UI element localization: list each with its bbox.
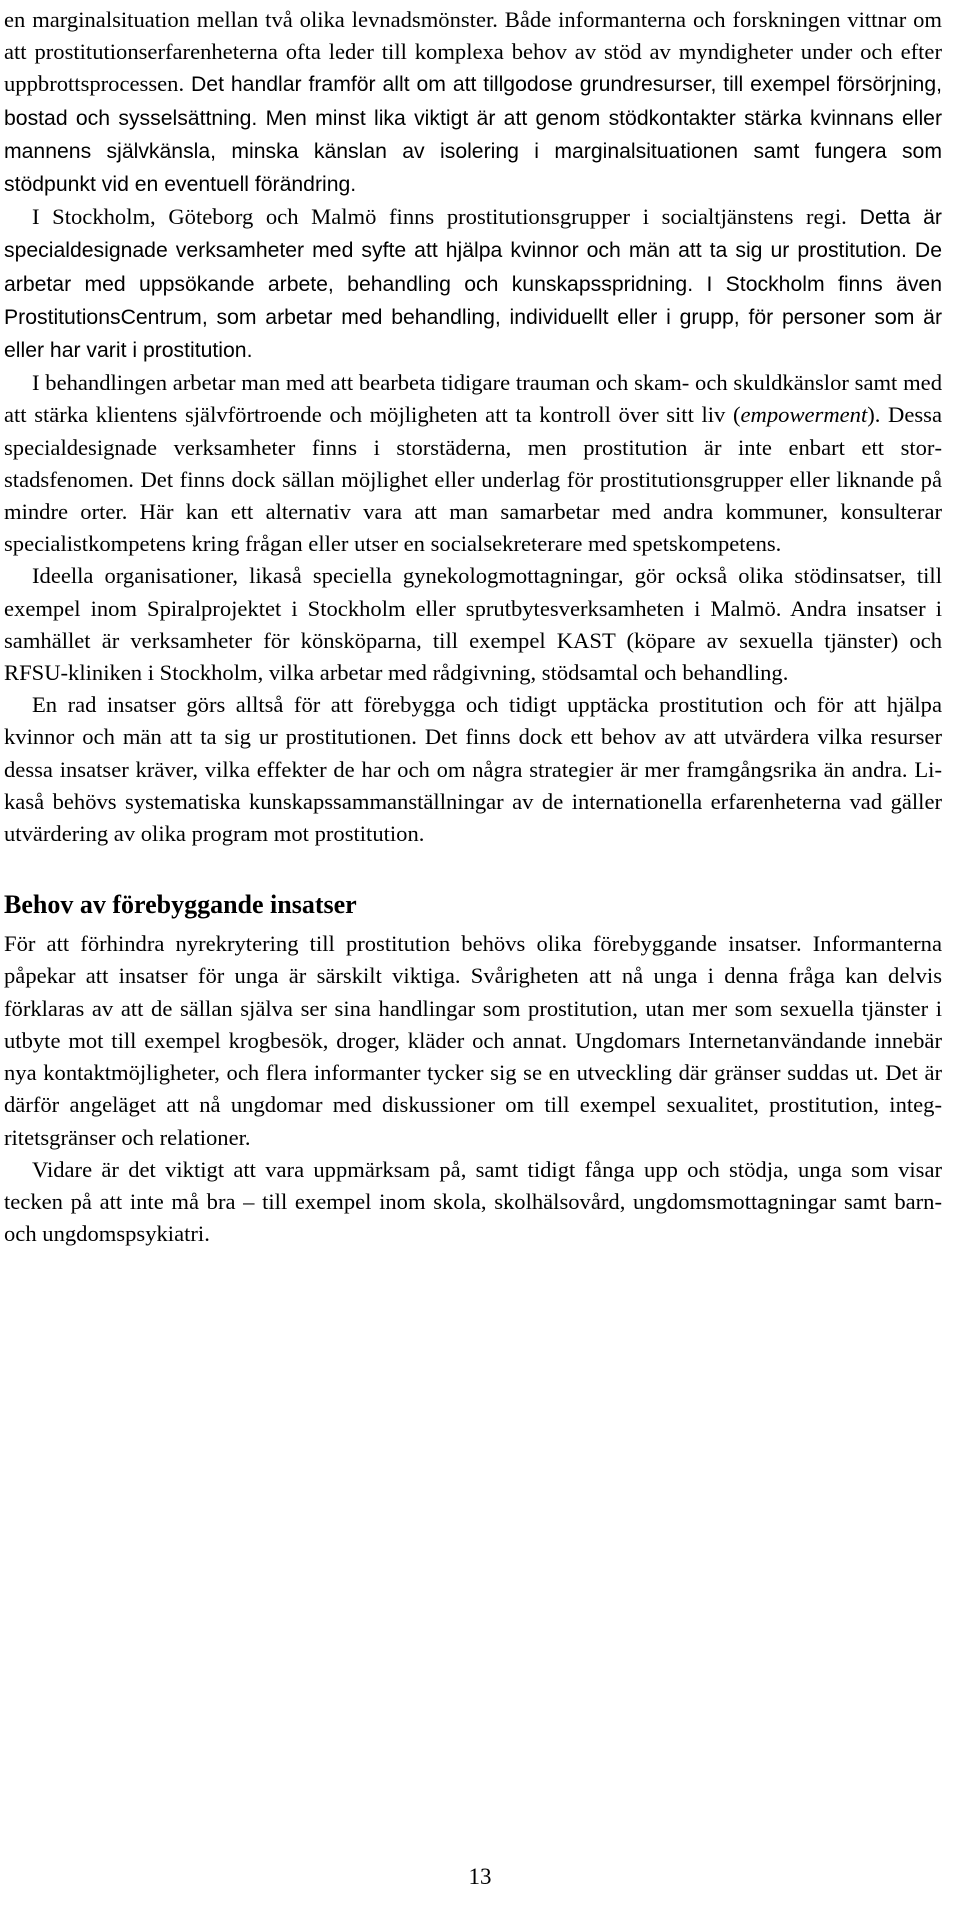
- paragraph-text: ). Dessa specialdesignade verksamheter finns i storstäderna, men prostitution är inte enbart ett storstadsfenomen. Det finns dock sällan möjlighet eller underlag för prostitutionsgrupper eller liknande på mindre orter. Här kan ett alternativ vara att man samarbetar med andra kommuner, konsulterar specialistkompetens kring frågan eller utser en socialsekreterare med spetskompetens.: [4, 402, 943, 557]
- section-heading: Behov av förebyggande insatser: [4, 890, 357, 920]
- paragraph-text-sans: Det handlar framför allt om att tillgodose grundresurser, till exempel försörjning, bostad och sysselsättning. Men minst lika viktigt är att genom stödkontakter stärka kvinnans eller mannens självkänsla, minska känslan av isolering i marginalsituationen samt fungera som stödpunkt vid en eventuell förändring.: [4, 73, 942, 197]
- paragraph-prostitutionsgrupper: [4, 201, 942, 367]
- paragraph-text: en marginalsituation mellan två olika levnadsmönster. Både informanterna och forskningen vittnar om att prostitutionserfarenheterna ofta leder till komplexa behov av stöd av myndigheter under och efter uppbrottsprocessen.: [4, 7, 942, 97]
- page-number: 13: [468, 1864, 492, 1889]
- emphasis-empowerment: empowerment: [740, 402, 868, 428]
- document-body: [4, 4, 942, 1250]
- paragraph-forhindra-nyrekrytering: För att förhindra nyrekrytering till prostitution behövs olika förebyggande insatser. Informanterna påpekar att insatser för unga är särskilt viktiga. Svårigheten att nå unga i denna fråga kan delvis förklaras av att de sällan själva ser sina handlingar som prostitution, utan mer som sexuella tjänster i utbyte mot till exempel krogbesök, droger, kläder och annat. Ungdomars Internetanvändande innebär nya kontaktmöjligheter, och flera informanter tycker sig se en utveckling där gränser suddas ut. Det är därför angeläget att nå ungdomar med diskussioner om till exempel sexualitet, prostitution, integritetsgränser och relationer.: [4, 931, 942, 1150]
- paragraph-vidare-viktigt: Vidare är det viktigt att vara uppmärksam på, samt tidigt fånga upp och stödja, unga som visar tecken på att inte må bra – till exempel inom skola, skolhälsovård, ungdomsmottagningar samt barn- och ungdomspsykiatri.: [4, 1156, 942, 1247]
- paragraph-text: I Stockholm, Göteborg och Malmö finns prostitutionsgrupper i socialtjänstens regi.: [32, 204, 847, 230]
- paragraph-text: Ideella organisationer, likaså speciella gynekologmottagningar, gör också olika stödinsatser, till exempel inom Spiralprojektet i Stockholm eller sprutbytesverksamheten i Malmö. Andra insatser i samhället är verksamheter för könsköparna, till exempel KAST (köpare av sexuella tjänster) och RFSU-kliniken i Stockholm, vilka arbetar med rådgivning, stödsamtal och behandling.: [4, 563, 942, 686]
- paragraph-text: En rad insatser görs alltså för att förebygga och tidigt upptäcka prostitution och för att hjälpa kvinnor och män att ta sig ur prostitutionen. Det finns dock ett behov av att utvärdera vilka resurser dessa insatser kräver, vilka effekter de har och om några strategier är mer framgångsrika än andra. Likaså behövs systematiska kunskapssammanställningar av de internationella erfarenheterna vad gäller utvärdering av olika program mot prostitution.: [4, 692, 942, 847]
- paragraph-ideella-organisationer: [4, 560, 942, 689]
- paragraph-text: I behandlingen arbetar man med att bearbeta tidigare trauman och skam- och skuldkänslor samt med att stärka klientens självförtroende och möjligheten att ta kontroll över sitt liv (: [4, 370, 942, 428]
- paragraph-marginalsituation: [4, 4, 942, 201]
- paragraph-rad-insatser: [4, 689, 942, 850]
- paragraph-behandlingen: [4, 367, 942, 560]
- paragraph-text-sans: Detta är specialdesignade verksamheter med syfte att hjälpa kvinnor och män att ta sig ur prostitution. De arbetar med uppsökande arbete, behandling och kunskapsspridning. I Stockholm finns även ProstitutionsCentrum, som arbetar med behandling, individuellt eller i grupp, för personer som är eller har varit i prostitution.: [4, 206, 942, 363]
